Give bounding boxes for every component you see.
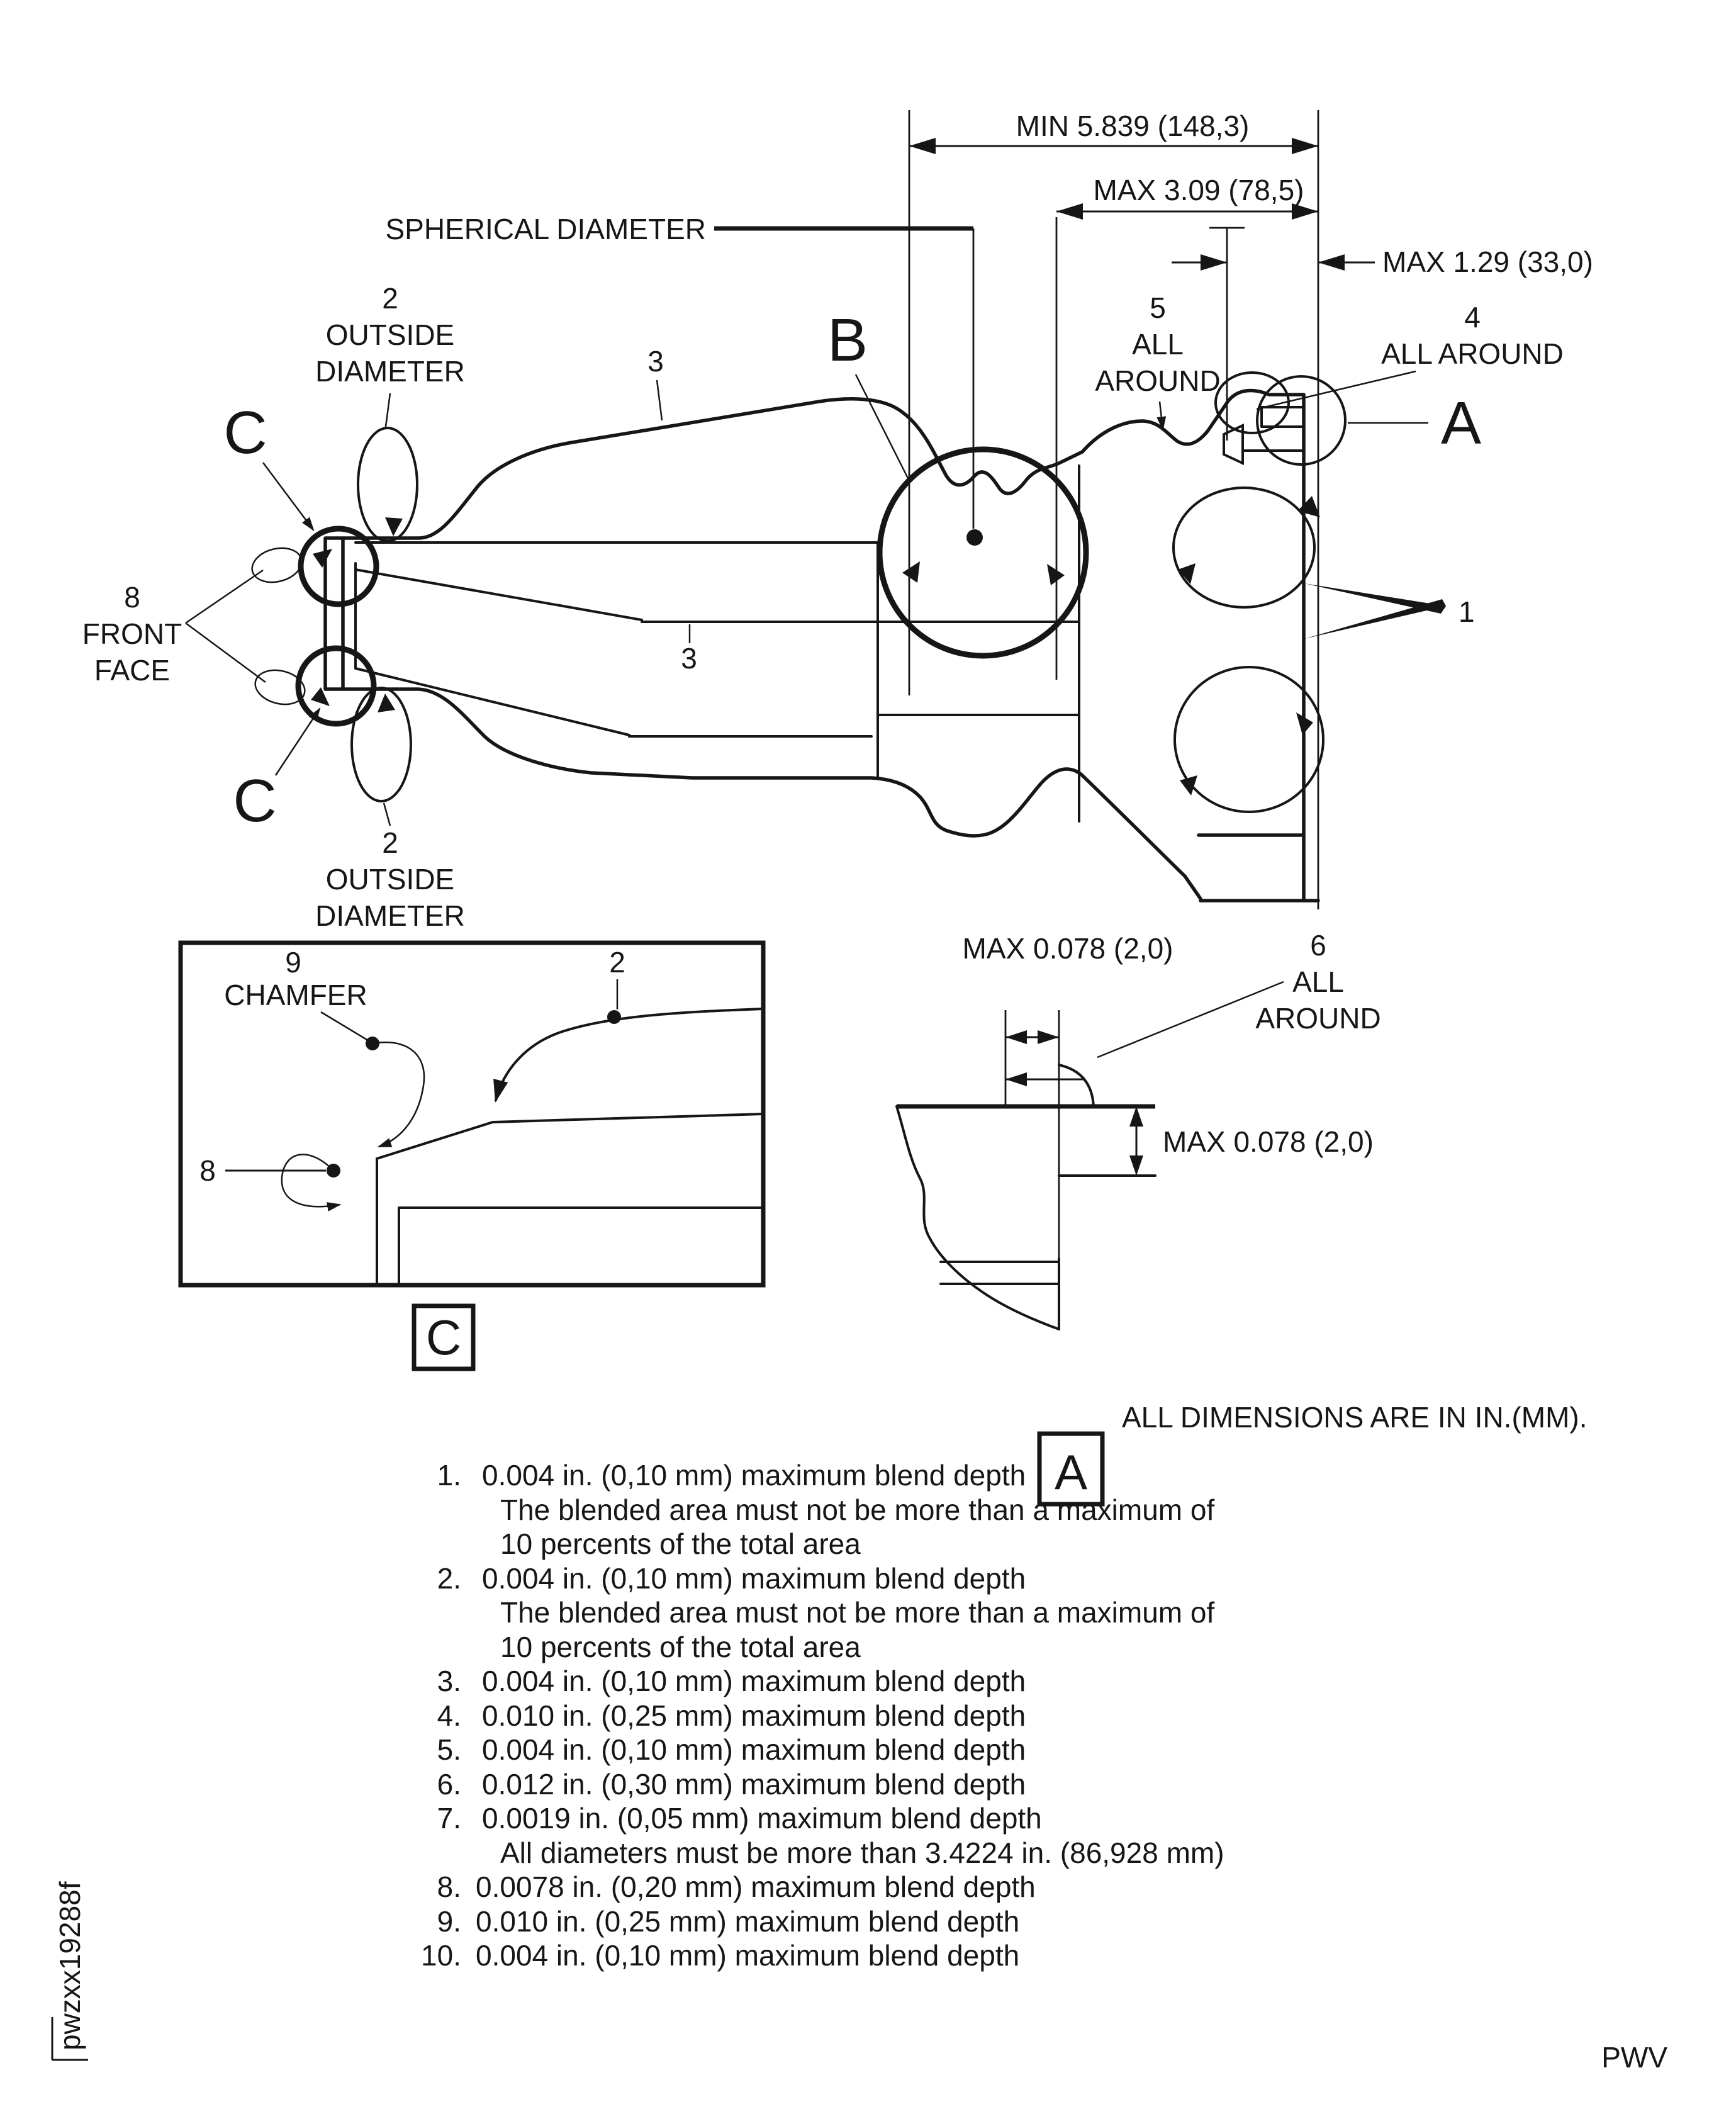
note-5-num: 5. [437,1733,461,1766]
note-1-line-2: The blended area must not be more than a maximum of [500,1493,1215,1526]
od-bottom-line1: OUTSIDE [325,863,455,896]
note-7-num: 7. [437,1802,461,1835]
note-5-line-1: 0.004 in. (0,10 mm) maximum blend depth [482,1733,1026,1766]
part-outline [325,391,1318,901]
note-2-line-1: 0.004 in. (0,10 mm) maximum blend depth [482,1562,1026,1595]
callout-b [827,306,908,478]
num5-line2: AROUND [1095,364,1221,397]
main-view [82,110,1593,932]
note-1-num: 1. [437,1459,461,1492]
num1: 1 [1459,595,1475,628]
detail-c-chamfer: CHAMFER [224,979,367,1011]
dim-min-length [909,110,1318,154]
drawing-number: pwzxx19288f [53,1881,86,2050]
units-note: ALL DIMENSIONS ARE IN IN.(MM). [1122,1401,1588,1434]
note-7-line-2: All diameters must be more than 3.4224 in. (86,928 mm) [500,1836,1224,1869]
detail-a-num6: 6 [1310,929,1326,962]
note-9-num: 9. [437,1905,461,1938]
detail-c-box-letter: C [425,1310,462,1365]
num4: 4 [1464,301,1481,334]
note-6-num: 6. [437,1768,461,1801]
callout-3-bottom [681,624,697,675]
callout-8 [82,570,266,687]
detail-c-label [414,1306,473,1369]
detail-a-letter: A [1441,390,1482,457]
note-9-line-1: 0.010 in. (0,25 mm) maximum blend depth [476,1905,1020,1938]
spherical-diameter-label: SPHERICAL DIAMETER [385,213,706,245]
detail-c-num9: 9 [285,946,301,979]
note-2-line-2: The blended area must not be more than a maximum of [500,1596,1215,1629]
note-3-line-1: 0.004 in. (0,10 mm) maximum blend depth [482,1665,1026,1697]
detail-c-num8: 8 [199,1154,216,1187]
detail-c-num2: 2 [609,946,625,979]
note-2-line-3: 10 percents of the total area [500,1631,861,1663]
note-1-line-1: 0.004 in. (0,10 mm) maximum blend depth [482,1459,1026,1492]
front-face-loop-top [249,543,305,587]
callout-5 [1095,291,1220,429]
dim-max-aft-text: MAX 3.09 (78,5) [1093,174,1304,206]
num5-line1: ALL [1132,328,1184,361]
detail-a-all: ALL [1292,965,1344,998]
detail-a-max-depth: MAX 0.078 (2,0) [1163,1125,1374,1158]
od-bottom-line2: DIAMETER [315,899,465,932]
callout-od-bottom [315,803,465,932]
od-top-num: 2 [382,282,398,315]
num5: 5 [1150,291,1166,324]
callout-4 [1257,301,1564,409]
note-4-num: 4. [437,1699,461,1732]
note-10-num: 10. [421,1939,461,1972]
detail-a-box-letter: A [1054,1444,1088,1500]
od-top-line1: OUTSIDE [325,318,455,351]
num3-bottom: 3 [681,642,697,675]
page-code: PWV [1601,2041,1667,2074]
callout-1 [1304,583,1475,639]
num4-line1: ALL AROUND [1381,337,1564,370]
note-10-line-1: 0.004 in. (0,10 mm) maximum blend depth [476,1939,1020,1972]
dim-max-aft [1056,174,1318,220]
detail-b-circle [880,449,1086,656]
note-8-num: 8. [437,1870,461,1903]
detail-c-letter-top: C [223,399,267,466]
callout-c-bottom [233,709,320,835]
dim-max-tip [1172,245,1593,278]
note-8-line-1: 0.0078 in. (0,20 mm) maximum blend depth [476,1870,1036,1903]
callout-a [1348,390,1481,457]
dim-min-length-text: MIN 5.839 (148,3) [1016,110,1250,142]
note-4-line-1: 0.010 in. (0,25 mm) maximum blend depth [482,1699,1026,1732]
dim-max-tip-text: MAX 1.29 (33,0) [1382,245,1593,278]
note-7-line-1: 0.0019 in. (0,05 mm) maximum blend depth [482,1802,1042,1835]
spherical-diameter-point [966,529,983,546]
blend-area-markers [249,373,1323,812]
od-bottom-num: 2 [382,826,398,859]
num8-line2: FACE [94,654,171,687]
aft-blend-ellipse-upper [1173,488,1314,607]
note-1-line-3: 10 percents of the total area [500,1527,861,1560]
notes-list [421,1459,1224,1972]
detail-c-circle-bottom [298,648,374,724]
num3-top: 3 [647,345,664,378]
detail-c-circle-top [301,529,376,604]
detail-b-letter: B [827,306,868,374]
aft-blend-ellipse-lower [1175,667,1323,812]
note-6-line-1: 0.012 in. (0,30 mm) maximum blend depth [482,1768,1026,1801]
detail-a-max-width: MAX 0.078 (2,0) [962,932,1173,965]
od-blend-ellipse-top [358,428,417,541]
note-2-num: 2. [437,1562,461,1595]
callout-od-top [315,282,465,427]
num8-line1: FRONT [82,617,182,650]
spherical-diameter-callout [385,213,983,546]
detail-a-around: AROUND [1255,1002,1381,1035]
detail-c-letter-bottom: C [233,767,277,835]
callout-c-top [223,399,313,530]
detail-c-view [181,943,763,1369]
num8: 8 [124,581,140,614]
note-3-num: 3. [437,1665,461,1697]
callout-3-top [647,345,664,420]
od-top-line2: DIAMETER [315,355,465,388]
